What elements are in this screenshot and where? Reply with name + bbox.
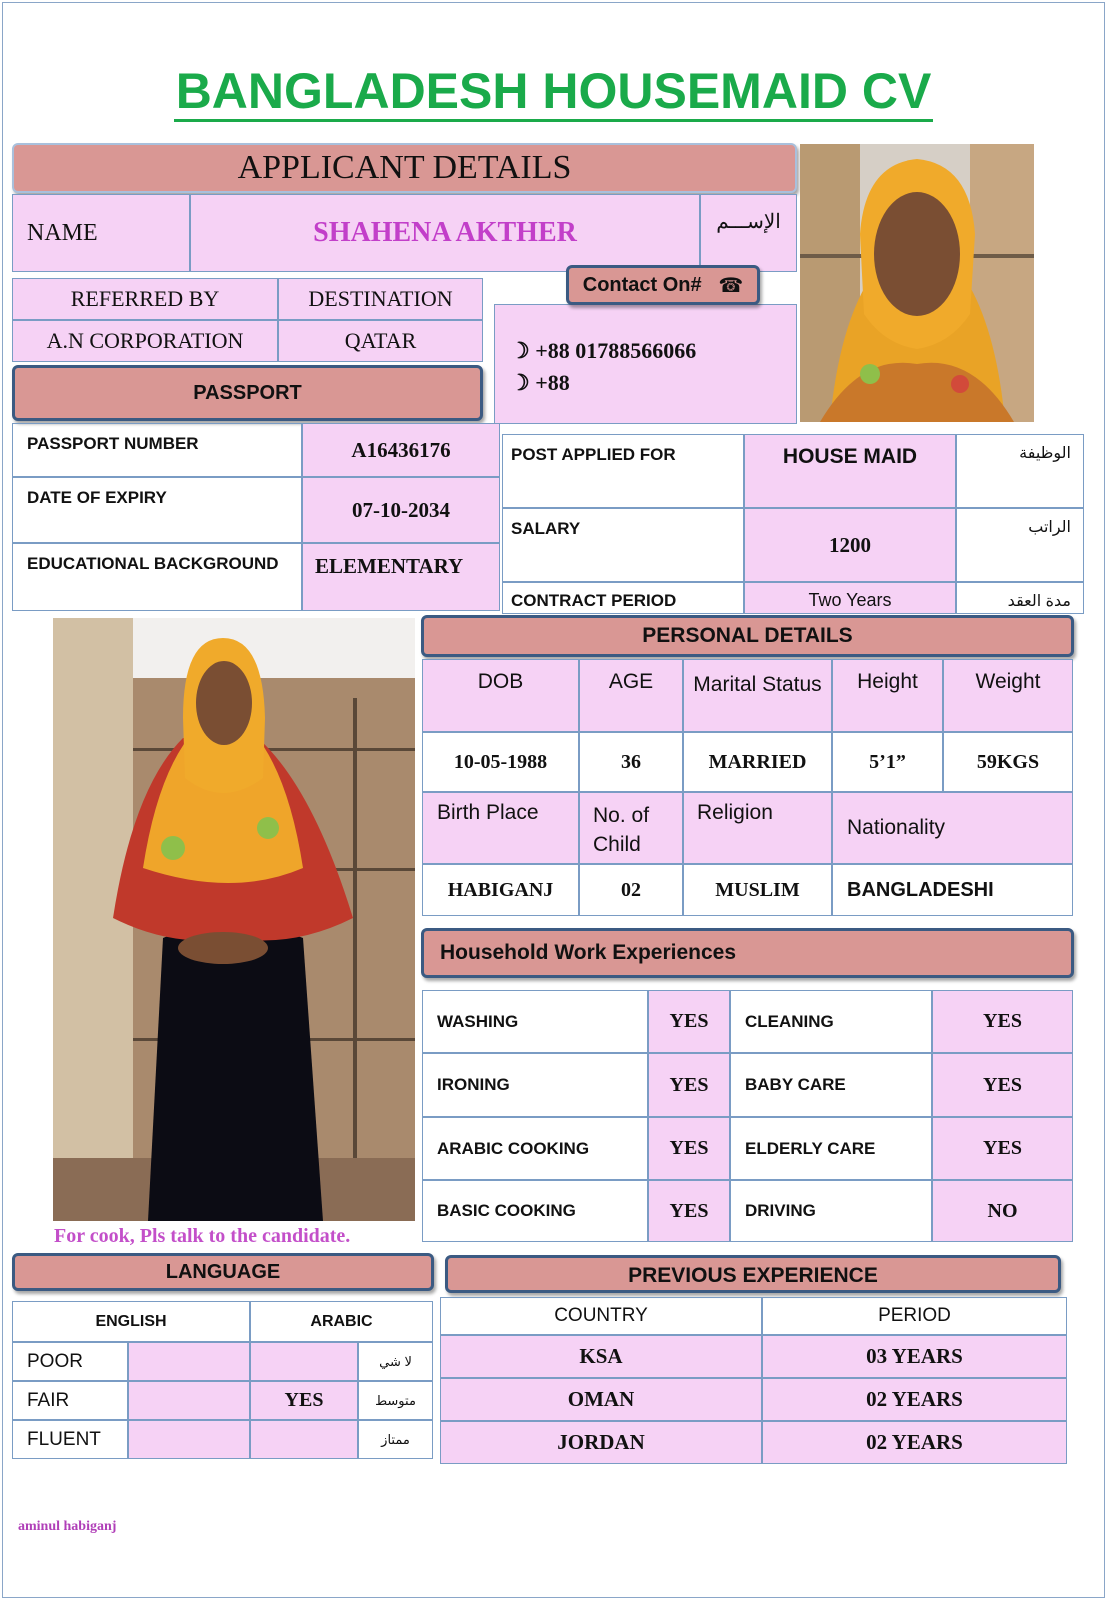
applicant-details-banner: APPLICANT DETAILS (12, 143, 797, 193)
country-header: COUNTRY (440, 1297, 762, 1335)
task-value: YES (648, 1180, 730, 1242)
full-body-photo-illustration (53, 618, 415, 1221)
english-proficiency (128, 1420, 250, 1459)
birth-place-header: Birth Place (422, 792, 579, 864)
passport-number-value: A16436176 (302, 423, 500, 477)
children-value: 02 (579, 864, 683, 916)
task-value: YES (648, 1053, 730, 1117)
personal-details-banner: PERSONAL DETAILS (421, 615, 1074, 657)
height-header: Height (832, 659, 943, 732)
previous-period: 02 YEARS (762, 1378, 1067, 1421)
arabic-proficiency (250, 1420, 358, 1459)
contract-period-value: Two Years (744, 582, 956, 614)
post-arabic-label: الوظيفة (956, 434, 1084, 508)
nationality-value: BANGLADESHI (832, 864, 1073, 916)
arabic-proficiency (250, 1342, 358, 1381)
portrait-photo (800, 144, 1034, 422)
passport-banner: PASSPORT (12, 365, 483, 421)
phone-number-2: ☽ +88 (510, 370, 570, 395)
task-value: YES (648, 990, 730, 1053)
birth-place-value: HABIGANJ (422, 864, 579, 916)
task-label: WASHING (422, 990, 648, 1053)
previous-experience-banner: PREVIOUS EXPERIENCE (445, 1255, 1061, 1293)
phone-number-1: ☽ +88 01788566066 (510, 338, 697, 363)
previous-country: OMAN (440, 1378, 762, 1421)
arabic-level-label: متوسط (358, 1381, 433, 1420)
task-label: ARABIC COOKING (422, 1117, 648, 1180)
date-of-expiry-label: DATE OF EXPIRY (12, 477, 302, 543)
language-banner: LANGUAGE (12, 1253, 434, 1291)
destination-label: DESTINATION (278, 278, 483, 320)
contract-period-label: CONTRACT PERIOD (502, 582, 744, 614)
referred-by-value: A.N CORPORATION (12, 320, 278, 362)
footer-signature: aminul habiganj (18, 1519, 117, 1534)
task-value: YES (932, 990, 1073, 1053)
applicant-name: SHAHENA AKTHER (190, 194, 700, 272)
task-label: BABY CARE (730, 1053, 932, 1117)
arabic-level-label: لا شي (358, 1342, 433, 1381)
weight-header: Weight (943, 659, 1073, 732)
moon-bullet-icon: ☽ (510, 370, 530, 395)
name-label: NAME (12, 194, 190, 272)
phone-icon: ☎ (718, 274, 744, 297)
marital-status-header: Marital Status (683, 659, 832, 732)
language-level: FAIR (12, 1381, 128, 1420)
salary-label: SALARY (502, 508, 744, 582)
post-applied-label: POST APPLIED FOR (502, 434, 744, 508)
contract-arabic-label: مدة العقد (956, 582, 1084, 614)
referred-by-label: REFERRED BY (12, 278, 278, 320)
previous-period: 03 YEARS (762, 1335, 1067, 1378)
salary-value: 1200 (744, 508, 956, 582)
dob-value: 10-05-1988 (422, 732, 579, 792)
task-label: DRIVING (730, 1180, 932, 1242)
task-value: YES (648, 1117, 730, 1180)
task-label: IRONING (422, 1053, 648, 1117)
task-value: YES (932, 1053, 1073, 1117)
name-arabic-label: الإســـم (700, 194, 797, 272)
task-label: CLEANING (730, 990, 932, 1053)
task-label: ELDERLY CARE (730, 1117, 932, 1180)
dob-header: DOB (422, 659, 579, 732)
period-header: PERIOD (762, 1297, 1067, 1335)
household-work-banner: Household Work Experiences (421, 928, 1074, 978)
marital-status-value: MARRIED (683, 732, 832, 792)
task-label: BASIC COOKING (422, 1180, 648, 1242)
language-level: FLUENT (12, 1420, 128, 1459)
salary-arabic-label: الراتب (956, 508, 1084, 582)
arabic-level-label: ممتاز (358, 1420, 433, 1459)
cook-note: For cook, Pls talk to the candidate. (54, 1225, 351, 1247)
arabic-header: ARABIC (250, 1301, 433, 1342)
english-proficiency (128, 1342, 250, 1381)
arabic-proficiency: YES (250, 1381, 358, 1420)
page-title: BANGLADESH HOUSEMAID CV (0, 62, 1107, 120)
previous-country: JORDAN (440, 1421, 762, 1464)
full-body-photo (53, 618, 415, 1221)
religion-header: Religion (683, 792, 832, 864)
height-value: 5’1” (832, 732, 943, 792)
portrait-photo-illustration (800, 144, 1034, 422)
weight-value: 59KGS (943, 732, 1073, 792)
task-value: NO (932, 1180, 1073, 1242)
previous-period: 02 YEARS (762, 1421, 1067, 1464)
contact-banner: Contact On# ☎ (566, 265, 760, 305)
education-label: EDUCATIONAL BACKGROUND (12, 543, 302, 611)
age-header: AGE (579, 659, 683, 732)
destination-value: QATAR (278, 320, 483, 362)
english-header: ENGLISH (12, 1301, 250, 1342)
age-value: 36 (579, 732, 683, 792)
previous-country: KSA (440, 1335, 762, 1378)
religion-value: MUSLIM (683, 864, 832, 916)
post-applied-value: HOUSE MAID (744, 434, 956, 508)
moon-bullet-icon: ☽ (510, 338, 530, 363)
english-proficiency (128, 1381, 250, 1420)
date-of-expiry-value: 07-10-2034 (302, 477, 500, 543)
nationality-header: Nationality (832, 792, 1073, 864)
education-value: ELEMENTARY (302, 543, 500, 611)
children-header: No. of Child (579, 792, 683, 864)
task-value: YES (932, 1117, 1073, 1180)
contact-box (494, 304, 797, 424)
passport-number-label: PASSPORT NUMBER (12, 423, 302, 477)
language-level: POOR (12, 1342, 128, 1381)
